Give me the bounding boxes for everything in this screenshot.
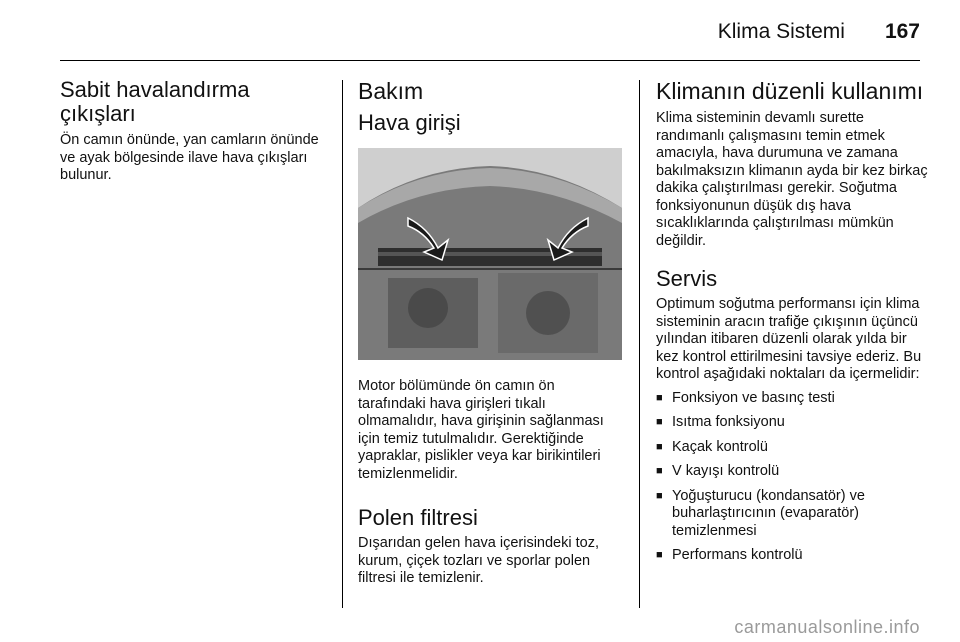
list-item: ■ Performans kontrolü xyxy=(656,547,803,563)
column-3 xyxy=(656,78,928,572)
square-bullet-icon: ■ xyxy=(656,391,663,404)
square-bullet-icon: ■ xyxy=(656,549,663,561)
subheading-service: Servis xyxy=(656,266,718,291)
column-2 xyxy=(358,78,624,588)
watermark: carmanualsonline.info xyxy=(734,617,920,637)
paragraph-service: Optimum soğutma performansı için klima sisteminin aracın trafiğe çıkışının üçüncü yılından itibaren düzenli olarak yılda bir kez kontrol ettirilmesini tavsiye ederiz. Bu kontrol aşağıdaki noktaları da içermelidir: xyxy=(656,296,922,382)
column-divider-1 xyxy=(342,80,343,608)
subheading-air-intake: Hava girişi xyxy=(358,110,461,135)
paragraph-regular-use: Klima sisteminin devamlı surette randımanlı çalışmasını temin etmek amacıyla, hava durumuna ve zamana bakılmaksızın klimanın ayda bir kez birkaç dakika çalıştırılması gerekir. Soğutma fonksiyonunun düşük dış hava sıcaklıklarında çalıştırılması mümkün değildir. xyxy=(656,110,928,249)
square-bullet-icon: ■ xyxy=(656,416,663,428)
square-bullet-icon: ■ xyxy=(656,489,663,502)
column-divider-2 xyxy=(639,80,640,608)
page-title: Klima Sistemi xyxy=(717,20,845,43)
section-heading-maintenance: Bakım xyxy=(358,78,424,104)
paragraph-air-intake: Motor bölümünde ön camın ön tarafındaki hava girişleri tıkalı olmamalıdır, hava girişinin sağlanması için temiz tutulmalıdır. Gerektiğinde yapraklar, pislikler veya kar birikintileri temizlenmelidir. xyxy=(358,378,604,482)
column-1 xyxy=(60,78,330,185)
page-number: 167 xyxy=(884,20,920,43)
page-header xyxy=(718,20,920,44)
section-heading-vents: Sabit havalandırma çıkışları xyxy=(60,77,250,126)
subheading-pollen-filter: Polen filtresi xyxy=(358,505,478,530)
list-item: ■ V kayışı kontrolü xyxy=(656,463,780,479)
list-item: ■ Kaçak kontrolü xyxy=(656,438,768,455)
paragraph-pollen-filter: Dışarıdan gelen hava içerisindeki toz, kurum, çiçek tozları ve sporlar polen filtresi ile temizlenir. xyxy=(358,535,599,586)
service-checklist xyxy=(656,390,928,565)
square-bullet-icon: ■ xyxy=(656,440,663,453)
engine-bay-photo xyxy=(358,148,622,360)
section-heading-regular-use: Klimanın düzenli kullanımı xyxy=(656,78,924,104)
square-bullet-icon: ■ xyxy=(656,465,663,477)
list-item: ■ Isıtma fonksiyonu xyxy=(656,414,785,430)
list-item: ■ Yoğuşturucu (kondansatör) ve buharlaştırıcının (evaparatör) temizlenmesi xyxy=(656,487,865,539)
header-rule xyxy=(60,60,920,61)
paragraph-vents: Ön camın önünde, yan camların önünde ve ayak bölgesinde ilave hava çıkışları bulunur. xyxy=(60,132,319,183)
list-item: ■ Fonksiyon ve basınç testi xyxy=(656,389,835,406)
